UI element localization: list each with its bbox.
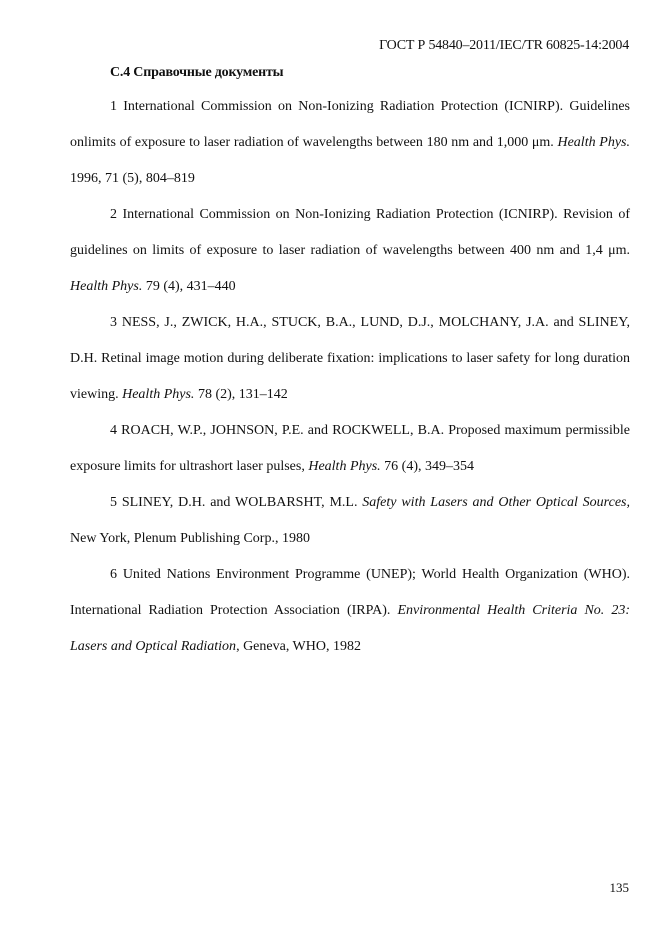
document-header: ГОСТ Р 54840–2011/IEC/TR 60825-14:2004 (379, 38, 629, 53)
reference-list (70, 89, 630, 665)
reference-item (70, 485, 630, 557)
reference-text: 5 SLINEY, D.H. and WOLBARSHT, M.L. (110, 495, 363, 510)
reference-item (70, 305, 630, 413)
reference-citation: 79 (4), 431–440 (142, 279, 236, 294)
journal-title: Health Phys. (122, 387, 195, 402)
reference-item (70, 89, 630, 197)
reference-text: 4 ROACH, W.P., JOHNSON, P.E. and ROCKWELL, B.A. Proposed maximum permissible exposure limits for ultrashort laser pulses, (70, 423, 630, 474)
reference-citation: 1996, 71 (5), 804–819 (70, 171, 195, 186)
reference-text: 6 United Nations Environment Programme (UNEP); World Health Organization (WHO). International Radiation Protection Association (IRPA). (70, 567, 630, 618)
reference-item (70, 413, 630, 485)
book-title: Safety with Lasers and Other Optical Sources, (362, 495, 630, 510)
reference-citation: 78 (2), 131–142 (194, 387, 288, 402)
section-title: С.4 Справочные документы (110, 65, 284, 80)
reference-item (70, 197, 630, 305)
reference-text: 2 International Commission on Non-Ionizing Radiation Protection (ICNIRP). Revision of guidelines on limits of exposure to laser radiation of wavelengths between 400 nm and 1,4 μm. (70, 207, 630, 258)
page-number: 135 (609, 880, 629, 895)
reference-text: 3 NESS, J., ZWICK, H.A., STUCK, B.A., LUND, D.J., MOLCHANY, J.A. and SLINEY, D.H. Retinal image motion during deliberate fixation: implications to laser safety for long duration viewing. (70, 315, 630, 402)
journal-title: Health Phys. (70, 279, 143, 294)
reference-item (70, 557, 630, 665)
reference-text: 1 International Commission on Non-Ionizing Radiation Protection (ICNIRP). Guidelines onlimits of exposure to laser radiation of wavelengths between 180 nm and 1,000 μm. (70, 99, 630, 150)
reference-citation: , Geneva, WHO, 1982 (236, 639, 361, 654)
journal-title: Health Phys. (308, 459, 381, 474)
reference-citation: 76 (4), 349–354 (380, 459, 474, 474)
journal-title: Health Phys. (557, 135, 630, 150)
reference-citation: New York, Plenum Publishing Corp., 1980 (70, 531, 310, 546)
book-title: Environmental Health Criteria No. 23: Lasers and Optical Radiation (70, 603, 630, 654)
